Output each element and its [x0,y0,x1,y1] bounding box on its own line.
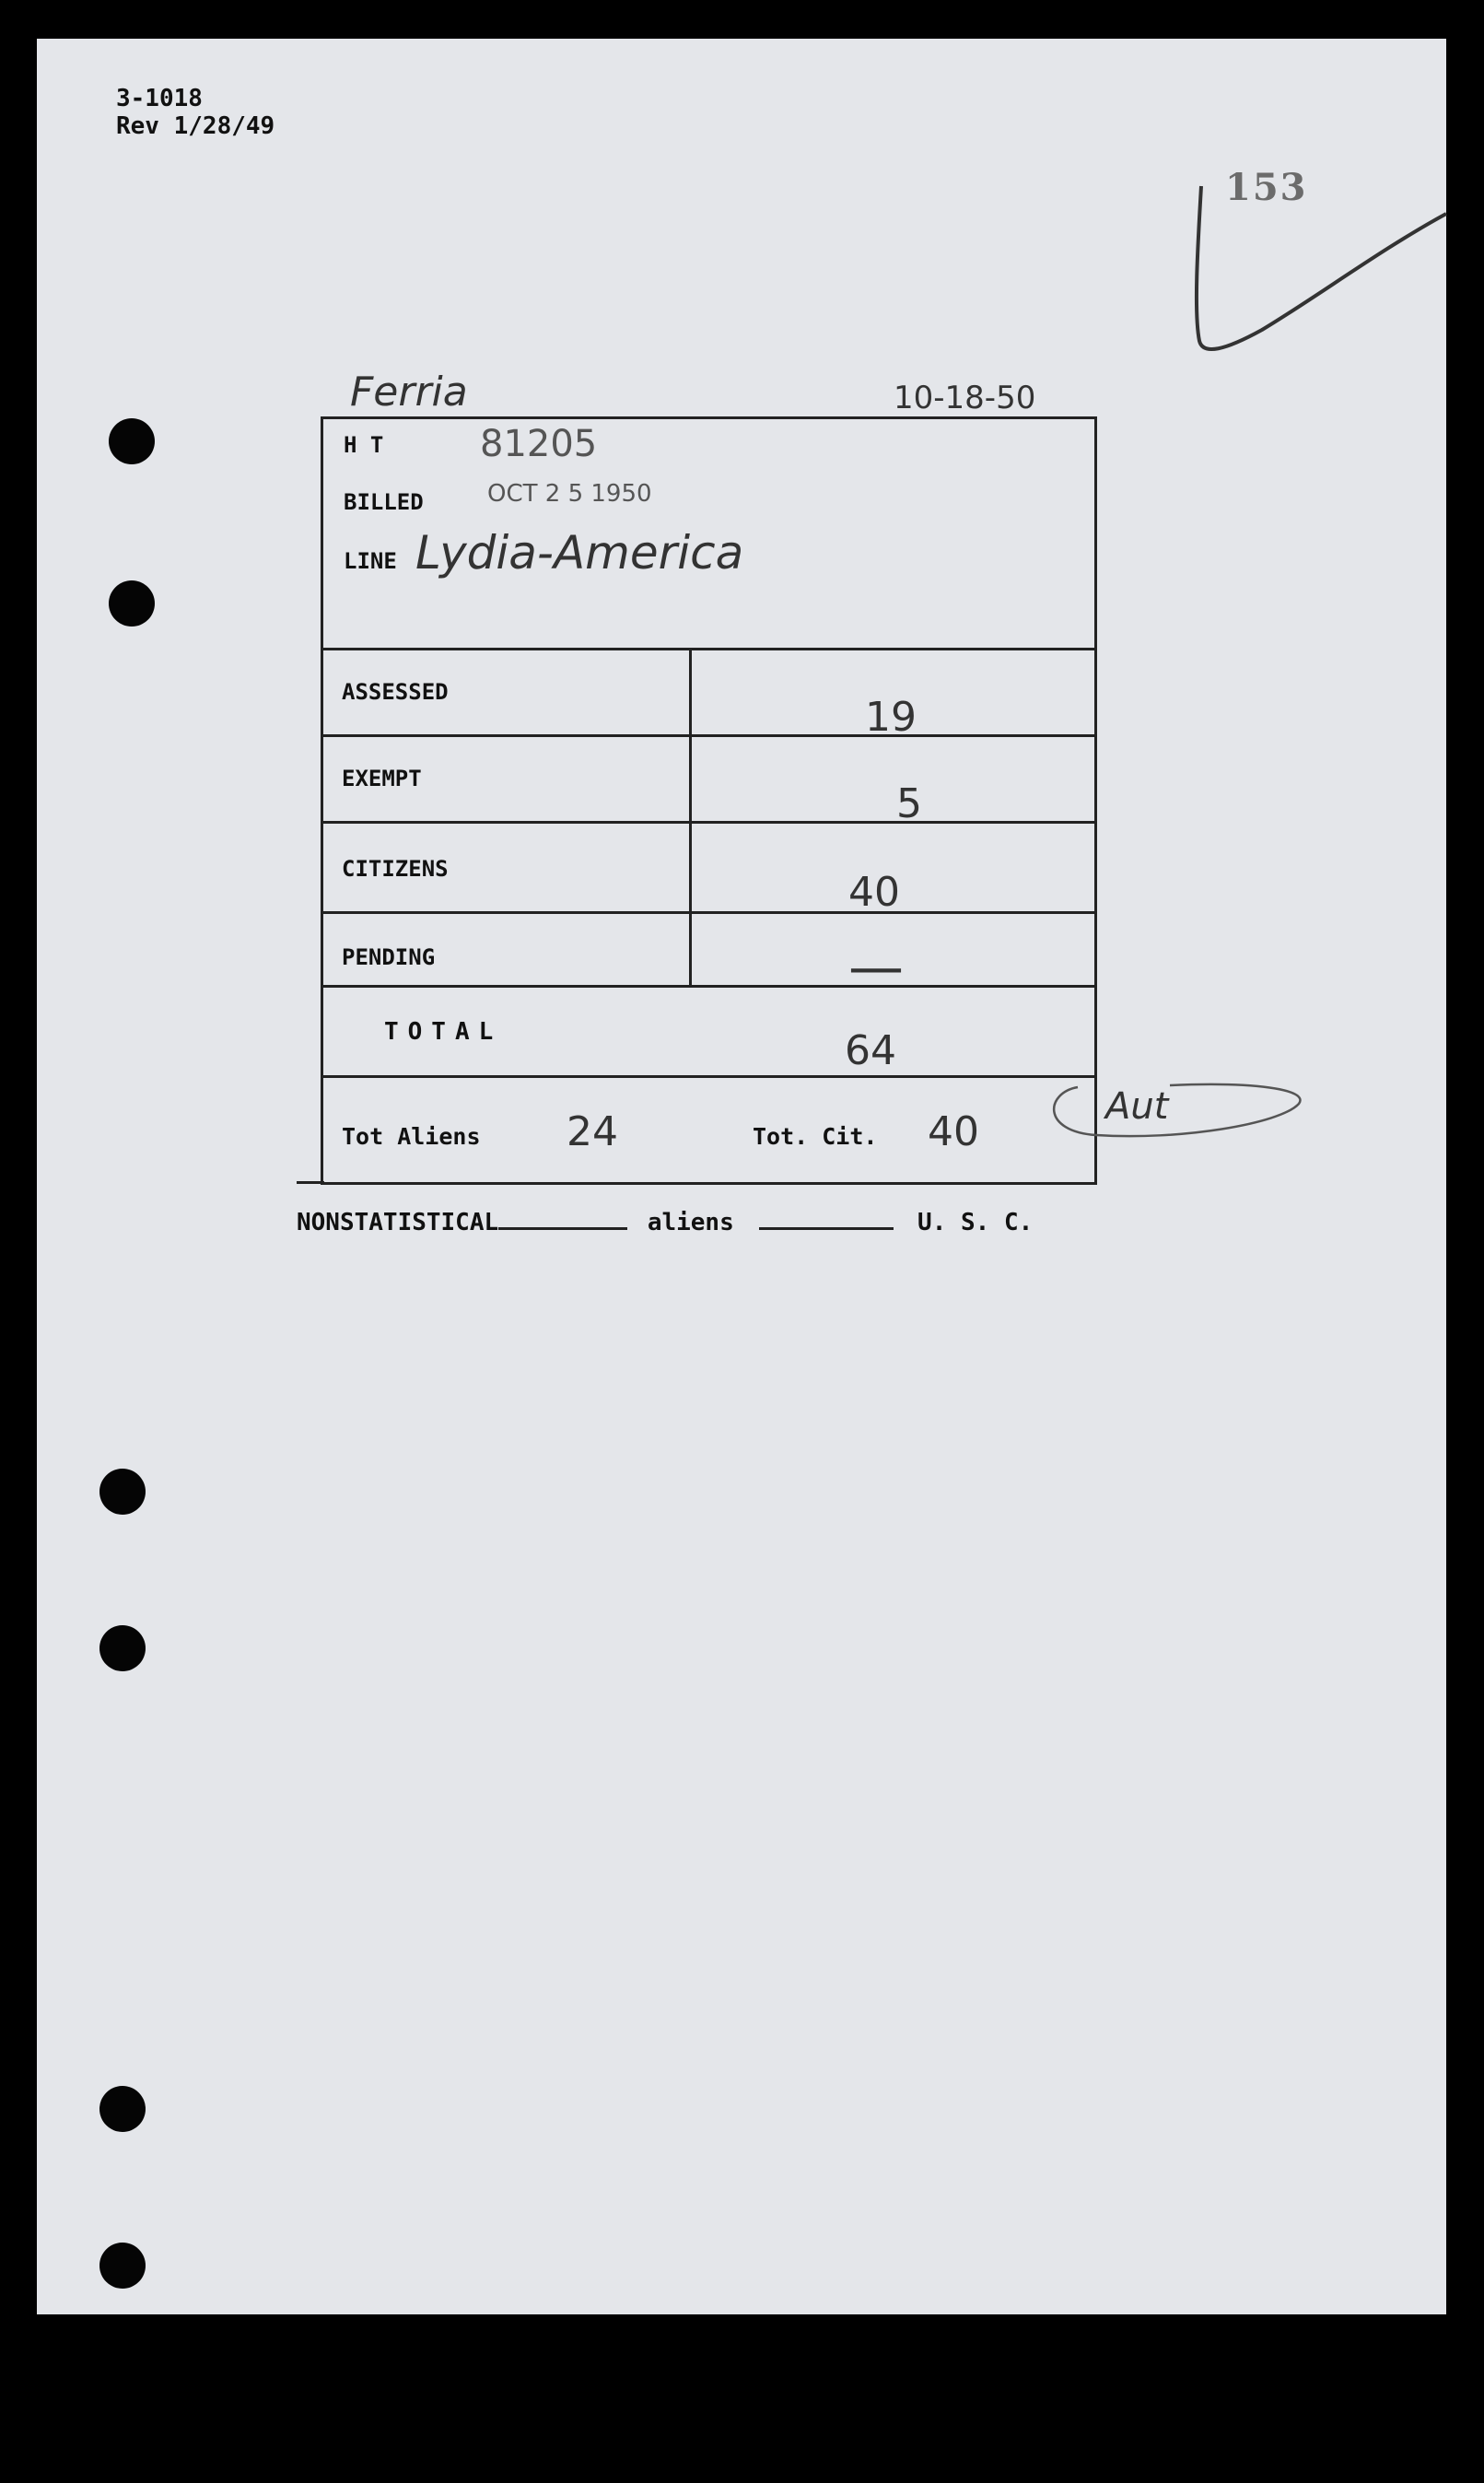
line-label: LINE [344,548,397,574]
check-mark [1188,175,1455,369]
binder-hole [99,1469,146,1515]
citizens-label: CITIZENS [342,856,449,882]
blank-line [498,1207,627,1230]
nonstatistical-aliens-label: aliens [647,1209,734,1236]
handwritten-initials: Aut [1105,1085,1169,1128]
table-tick [297,1181,324,1184]
total-label: TOTAL [384,1018,503,1046]
divider [323,821,1094,824]
nonstatistical-line [297,1207,1033,1236]
divider [323,648,1094,650]
manifest-summary-table [321,416,1097,1185]
form-number: 3-1018 [116,85,203,112]
binder-hole [99,2086,146,2132]
pending-label: PENDING [342,944,436,970]
citizens-value: 40 [848,869,900,916]
binder-hole [99,1625,146,1671]
tot-aliens-label: Tot Aliens [342,1123,481,1150]
billed-label: BILLED [344,489,424,515]
binder-hole [99,2243,146,2289]
pending-value: — [848,935,904,1000]
handwritten-port: Ferria [350,369,468,416]
initials-loop [1041,1076,1308,1152]
billed-date-stamp: OCT 2 5 1950 [487,480,652,508]
assessed-value: 19 [865,694,917,741]
binder-hole [109,418,155,464]
ht-number: 81205 [480,423,598,465]
page-number-stamp: 153 [1225,166,1308,209]
divider [323,985,1094,988]
tot-aliens-value: 24 [567,1108,618,1155]
tot-citizens-label: Tot. Cit. [753,1123,878,1150]
nonstatistical-label: NONSTATISTICAL [297,1209,499,1236]
binder-hole [109,580,155,627]
ht-label: H T [344,432,384,458]
column-divider [689,648,692,985]
handwritten-date: 10-18-50 [894,380,1036,416]
divider [323,734,1094,737]
total-value: 64 [845,1027,896,1074]
blank-line [759,1207,894,1230]
assessed-label: ASSESSED [342,679,449,705]
divider [323,1075,1094,1078]
exempt-value: 5 [896,780,922,827]
nonstatistical-usc-label: U. S. C. [917,1209,1034,1236]
exempt-label: EXEMPT [342,766,422,791]
tot-citizens-value: 40 [928,1108,979,1155]
form-revision: Rev 1/28/49 [116,112,275,140]
line-value: Lydia-America [415,526,744,580]
divider [323,911,1094,914]
form-code [116,85,275,140]
